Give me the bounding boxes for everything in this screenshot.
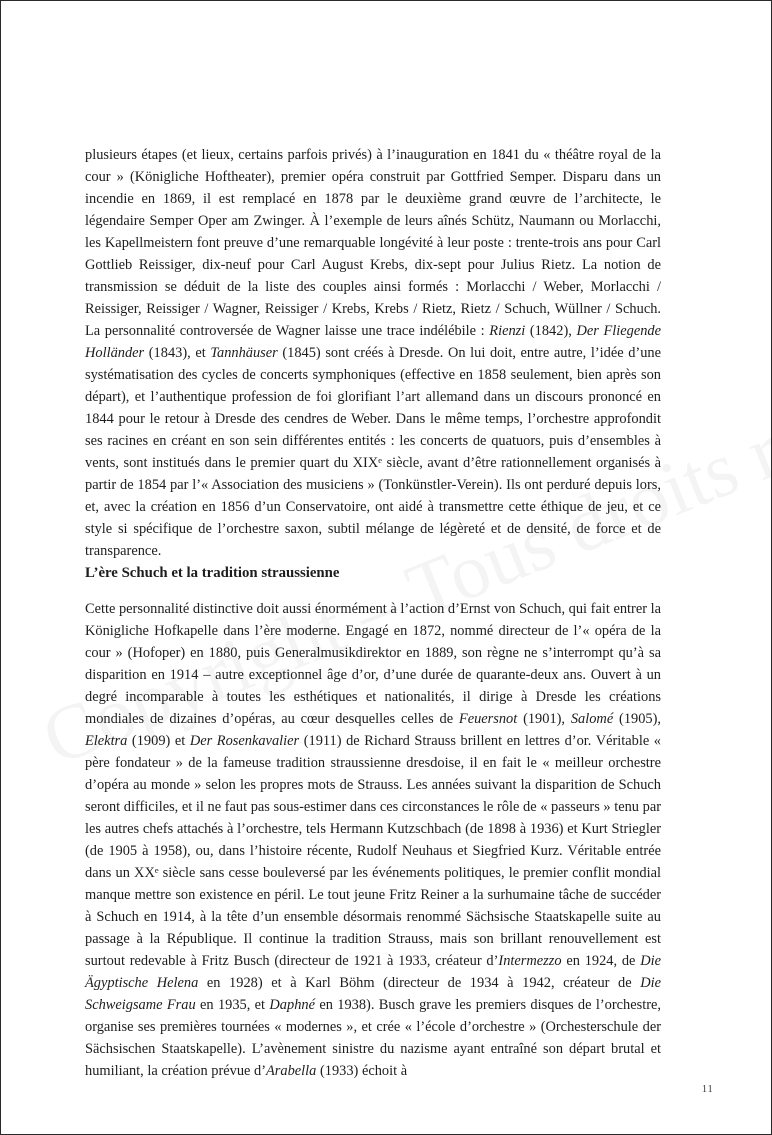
work-title: Rienzi bbox=[489, 323, 526, 339]
text-run: (1911) de Richard Strauss brillent en lettres d’or. Véritable « père fondateur » de la fameuse tradition straussienne dresdoise, il en fait le « meilleur orchestre d’opéra au monde » selon les propres mots de Strauss. Les années suivant la disparition de Schuch seront difficiles, et il ne faut pas sous-estimer dans ces circonstances le rôle de « passeurs » tenu par les autres chefs attachés à l’orchestre, tels Hermann Kutzschbach (de 1898 à 1936) et Kurt Striegler (de 1905 à 1958), ou, dans l’histoire récente, Rudolf Neuhaus et Siegfried Kurz. Véritable entrée dans un XXᵉ siècle sans cesse bouleversé par les événements politiques, le premier conflit mondial manque mettre son existence en péril. Le tout jeune Fritz Reiner a la surhumaine tâche de succéder à Schuch en 1914, à la tête d’un ensemble désormais renommé Sächsische Staatskapelle suite au passage à la République. Il continue la tradition Strauss, mais son brillant renouvellement est surtout redevable à Fritz Busch (directeur de 1921 à 1933, créateur d’ bbox=[85, 733, 662, 969]
text-run: Cette personnalité distinctive doit aussi énormément à l’action d’Ernst von Schuch, qui fait entrer la Königliche Hofkapelle dans l’ère moderne. Engagé en 1872, nommé directeur de l’« opéra de la cour » (Hofoper) en 1880, puis Generalmusikdirektor en 1889, son règne ne s’interrompt qu’à sa disparition en 1914 – autre exceptionnel âge d’or, d’une durée de quarante-deux ans. Ouvert à un degré incomparable à toutes les esthétiques et nationalités, il dirige à Dresde les créations mondiales de dizaines d’opéras, au cœur desquelles celles de bbox=[85, 601, 661, 727]
text-run: en 1938). Busch grave les premiers disques de l’orchestre, organise ses premières tournées « modernes », et crée « l’école d’orchestre » (Orchesterschule der Sächsischen Staatskapelle). L’avènement sinistre du nazisme ayant entraîné son départ brutal et humiliant, la création prévue d’ bbox=[85, 997, 661, 1079]
work-title: Die Schweigsame Frau bbox=[85, 975, 662, 1013]
text-run: (1843), et bbox=[144, 345, 211, 361]
work-title: Feuersnot bbox=[458, 711, 518, 727]
text-run: (1845) sont créés à Dresde. On lui doit, entre autre, l’idée d’une systématisation des cycles de concerts symphoniques (effective en 1858 seulement, bien après son départ), et l’authentique profession de foi glorifiant l’art allemand dans un discours prononcé en 1844 pour le retour à Dresde des cendres de Weber. Dans le même temps, l’orchestre approfondit ses racines en créant en son sein différentes entités : les concerts de quatuors, puis d’ensembles à vents, sont institués dans le premier quart du XIXᵉ siècle, avant d’être rationnellement organisés à partir de 1854 par l’« Association des musiciens » (Tonkünstler-Verein). Ils ont perduré depuis lors, et, avec la création en 1856 d’un Conservatoire, ont aidé à transmettre cette éthique de jeu, et ce style si spécifique de l’orchestre saxon, subtil mélange de légèreté et de densité, de force et de transparence. bbox=[85, 345, 661, 559]
section-heading: L’ère Schuch et la tradition straussienne bbox=[85, 565, 340, 581]
text-run: (1901), bbox=[517, 711, 571, 727]
text-run: plusieurs étapes (et lieux, certains parfois privés) à l’inauguration en 1841 du « théâtre royal de la cour » (Königliche Hoftheater), premier opéra construit par Gottfried Semper. Disparu dans un incendie en 1869, il est remplacé en 1878 par le deuxième grand œuvre de l’architecte, le légendaire Semper Oper am Zwinger. À l’exemple de leurs aînés Schütz, Naumann ou Morlacchi, les Kapellmeistern font preuve d’une remarquable longévité à leur poste : trente-trois ans pour Carl Gottlieb Reissiger, dix-neuf pour Carl August Krebs, dix-sept pour Julius Rietz. La notion de transmission se déduit de la liste des couples ainsi formés : Morlacchi / Weber, Morlacchi / Reissiger, Reissiger / Wagner, Reissiger / Krebs, Krebs / Rietz, Rietz / Schuch, Wüllner / Schuch. La personnalité controversée de Wagner laisse une trace indélébile : bbox=[85, 147, 661, 339]
text-run: (1842), bbox=[525, 323, 577, 339]
text-run: en 1935, et bbox=[195, 997, 270, 1013]
text-run: en 1928) et à Karl Böhm (directeur de 1934 à 1942, créateur de bbox=[198, 975, 641, 991]
work-title: Die Ägyptische Helena bbox=[85, 953, 662, 991]
body-paragraph-2 bbox=[85, 598, 661, 1082]
work-title: Intermezzo bbox=[498, 953, 562, 969]
text-run: (1905), bbox=[613, 711, 661, 727]
body-paragraph-1 bbox=[85, 144, 661, 562]
work-title: Der Fliegende Holländer bbox=[85, 323, 661, 361]
text-run: (1933) échoit à bbox=[316, 1063, 408, 1079]
work-title: Arabella bbox=[266, 1063, 317, 1079]
work-title: Salomé bbox=[570, 711, 614, 727]
text-run: en 1924, de bbox=[561, 953, 641, 969]
work-title: Tannhäuser bbox=[210, 345, 278, 361]
work-title: Elektra bbox=[85, 733, 128, 749]
text-run: (1909) et bbox=[127, 733, 190, 749]
page-number: 11 bbox=[702, 1084, 714, 1095]
work-title: Daphné bbox=[269, 997, 315, 1013]
work-title: Der Rosenkavalier bbox=[189, 733, 300, 749]
